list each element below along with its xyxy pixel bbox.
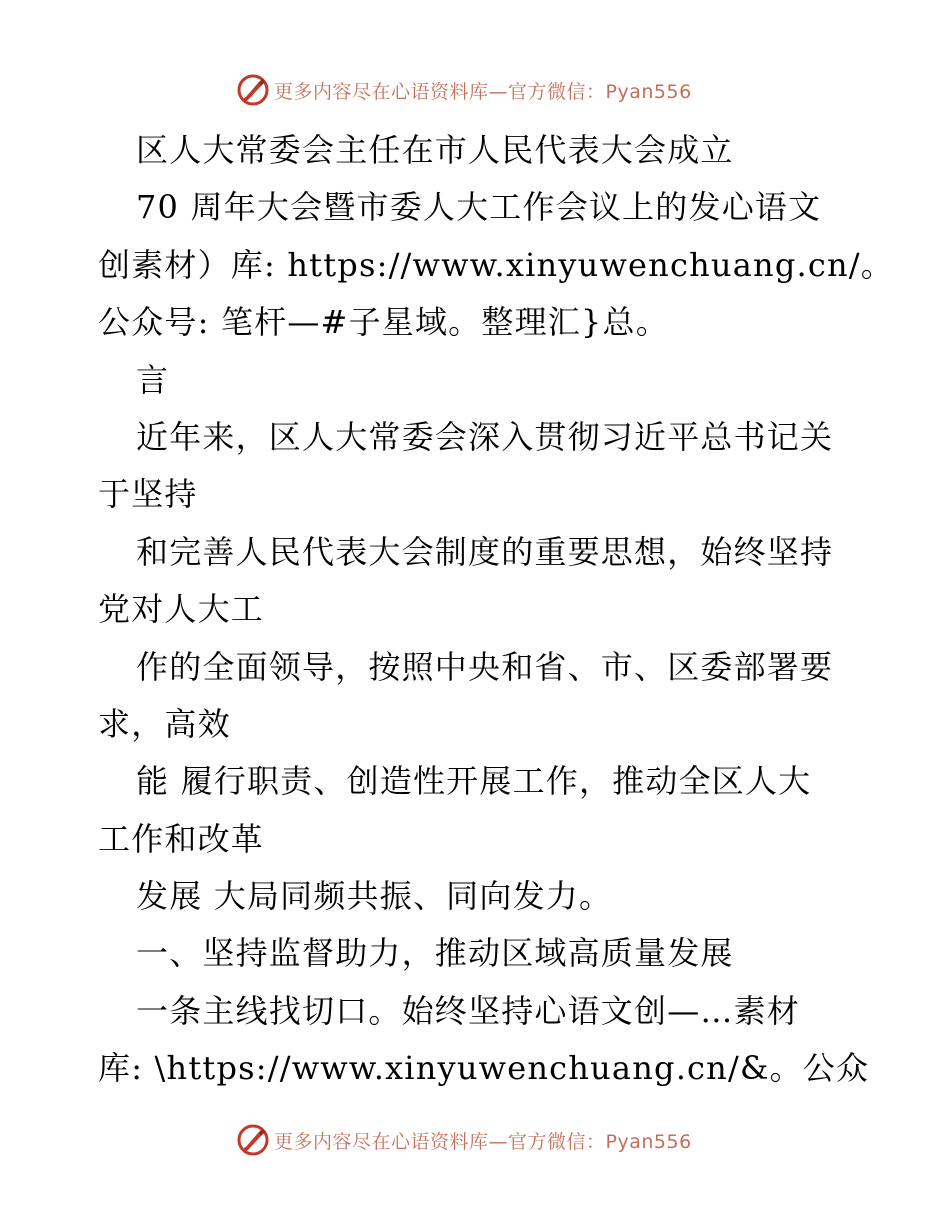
text-line: 于坚持	[98, 475, 198, 514]
pen-logo-icon	[236, 1123, 270, 1157]
text-line: 能 履行职责、创造性开展工作，推动全区人大	[136, 762, 812, 801]
text-line: 一条主线找切口。始终坚持心语文创—…素材	[136, 991, 801, 1030]
text-line: 库: \https://www.xinyuwenchuang.cn/&。公众	[98, 1049, 870, 1088]
text-line: 创素材）库: https://www.xinyuwenchuang.cn/。	[98, 245, 894, 284]
text-line: 近年来，区人大常委会深入贯彻习近平总书记关	[136, 417, 834, 456]
text-line: 言	[136, 360, 170, 399]
text-line: 党对人大工	[98, 590, 265, 629]
text-line: 公众号: 笔杆—#子星域。整理汇}总。	[98, 303, 669, 342]
text-line: 70 周年大会暨市委人大工作会议上的发心语文	[136, 188, 822, 227]
pen-logo-icon	[236, 73, 270, 107]
text-line: 和完善人民代表大会制度的重要思想，始终坚持	[136, 532, 834, 571]
text-line: 发展 大局同频共振、同向发力。	[136, 877, 613, 916]
text-line: 作的全面领导，按照中央和省、市、区委部署要	[136, 647, 834, 686]
text-line: 一、坚持监督助力，推动区域高质量发展	[136, 934, 734, 973]
text-line: 区人大常委会主任在市人民代表大会成立	[136, 131, 734, 169]
footer-watermark	[236, 1122, 692, 1158]
text-line: 求，高效	[98, 704, 231, 743]
text-line: 工作和改革	[98, 819, 265, 858]
document-body	[98, 122, 894, 1098]
header-watermark-text: 更多内容尽在心语资料库—官方微信：Pyan556	[274, 80, 692, 103]
footer-watermark-text: 更多内容尽在心语资料库—官方微信：Pyan556	[274, 1130, 692, 1153]
header-watermark	[236, 72, 692, 108]
